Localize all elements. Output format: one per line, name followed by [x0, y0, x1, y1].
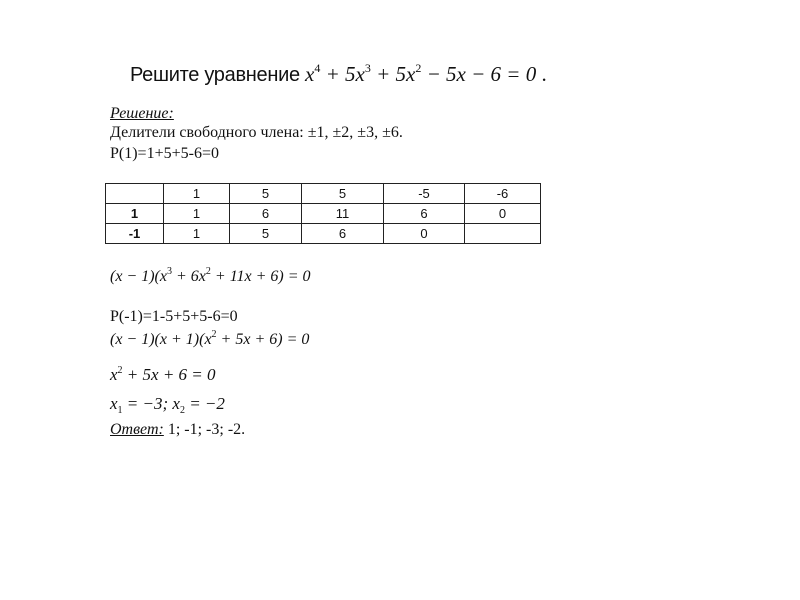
table-row: [106, 184, 541, 204]
table-cell: 0: [384, 224, 465, 244]
eq-exp: 3: [364, 61, 371, 75]
table-cell: 1: [164, 224, 230, 244]
eq-part: x: [110, 365, 118, 384]
eq-part: + 6x: [171, 268, 206, 285]
answer-label: Ответ:: [110, 421, 164, 438]
eq-part: + 5x: [370, 62, 416, 86]
eq-part: x: [110, 394, 118, 413]
table-cell: 0: [465, 204, 541, 224]
eq-subscript: 2: [179, 405, 185, 416]
factor-equation-1: [110, 266, 311, 286]
horner-table: [105, 183, 541, 244]
eq-part: = −3;: [122, 394, 173, 413]
eq-exp: 2: [211, 329, 217, 340]
eq-exp: 4: [314, 61, 321, 75]
eq-part: + 11x + 6) = 0: [210, 268, 311, 285]
task-prefix: Решите уравнение: [130, 64, 300, 86]
table-cell: 5: [230, 184, 302, 204]
eq-part: + 5x + 6) = 0: [216, 331, 310, 348]
table-cell: 6: [384, 204, 465, 224]
divisors-line: Делители свободного члена: ±1, ±2, ±3, ±6.: [110, 124, 403, 141]
eq-part: + 5x: [320, 62, 365, 86]
eq-part: (x − 1)(x + 1)(x: [110, 331, 212, 348]
table-cell: [106, 184, 164, 204]
table-cell: 6: [230, 204, 302, 224]
table-row: [106, 204, 541, 224]
table-cell: -5: [384, 184, 465, 204]
table-cell: 5: [230, 224, 302, 244]
table-cell: 11: [302, 204, 384, 224]
pminus1-line: P(-1)=1-5+5+5-6=0: [110, 308, 238, 325]
table-cell: -6: [465, 184, 541, 204]
table-cell: 5: [302, 184, 384, 204]
factor-equation-2: [110, 329, 309, 349]
answer-line: [110, 421, 245, 439]
table-cell: 1: [106, 204, 164, 224]
table-cell: 1: [164, 184, 230, 204]
table-cell: -1: [106, 224, 164, 244]
table-cell: 6: [302, 224, 384, 244]
p1-line: P(1)=1+5+5-6=0: [110, 145, 219, 162]
eq-part: (x − 1)(x: [110, 268, 167, 285]
eq-exp: 3: [166, 266, 172, 277]
task-title: [130, 61, 547, 87]
eq-exp: 2: [205, 266, 211, 277]
eq-part: x: [172, 394, 180, 413]
eq-exp: 2: [117, 365, 123, 376]
roots-line: [110, 394, 225, 416]
eq-part: − 5x − 6 = 0: [421, 62, 537, 86]
task-equation: [305, 62, 547, 86]
answer-value: 1; -1; -3; -2.: [163, 421, 246, 438]
eq-part: + 5x + 6 = 0: [122, 365, 216, 384]
solution-heading: Решение:: [110, 105, 174, 122]
eq-period: .: [536, 62, 547, 86]
table-row: [106, 224, 541, 244]
table-cell: 1: [164, 204, 230, 224]
quadratic-equation: [110, 365, 216, 385]
eq-part: x: [305, 62, 315, 86]
table-cell: [465, 224, 541, 244]
eq-subscript: 1: [117, 405, 123, 416]
eq-exp: 2: [415, 61, 422, 75]
eq-part: = −2: [184, 394, 225, 413]
